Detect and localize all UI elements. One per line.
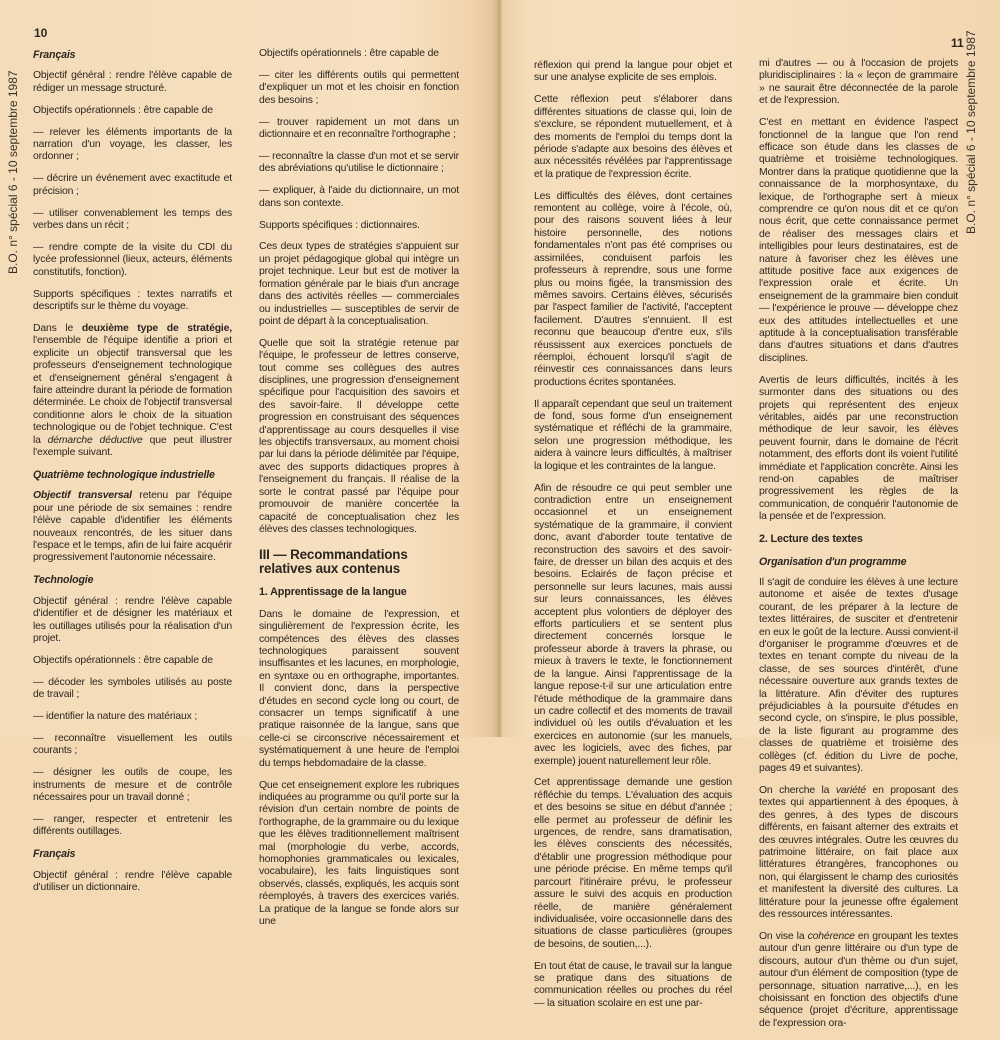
text: Dans le <box>33 323 82 334</box>
book-gutter <box>497 0 502 737</box>
italic-text: cohérence <box>807 930 855 942</box>
paragraph <box>759 931 958 1030</box>
list-item: — rendre compte de la visite du CDI du lycée professionnel (lieux, acteurs, éléments constitutifs, fonction). <box>33 241 232 278</box>
left-column-2 <box>259 48 459 938</box>
right-column-2 <box>759 58 958 1040</box>
left-column-1 <box>33 47 232 904</box>
list-item: — relever les éléments importants de la narration d'un voyage, les classer, les ordonner ; <box>33 126 232 163</box>
paragraph: Supports spécifiques : dictionnaires. <box>259 219 420 231</box>
paragraph: Avertis de leurs difficultés, incités à les surmonter dans des situations ou des projets qui représentent des enjeux véritables, aidés par une reconstruction méthodique de leur savoir, les élèves peuvent fournir, dans le domaine de l'écrit notamment, des efforts dont ils voient l'utilité immédiate et l'application concrète. Ainsi les rend-on capables de maîtriser progressivement les règles de la communication, de conquérir l'autonomie de la pensée et de l'expression. <box>759 374 958 523</box>
paragraph: Il s'agit de conduire les élèves à une lecture autonome et aisée de textes d'usage courant, de les préparer à la lecture de textes littéraires, de susciter et d'entretenir en eux le goût de la lecture. Aussi convient-il d'organiser le programme d'œuvres et de textes en tenant compte du niveau de la classe, de ses sources d'intérêt, d'une nécessaire ouverture aux grands textes de la littérature. Afin d'éviter des ruptures préjudiciables à la poursuite d'études en second cycle, on s'inspire, le plus possible, de la liste figurant au programme des classes de quatrième et troisième des collèges (cf. édition du Livre de poche, pages 49 et suivantes). <box>759 576 958 775</box>
right-page <box>504 0 1000 1029</box>
section-heading: III — Recommandations relatives aux contenus <box>259 547 408 577</box>
side-publication-note: B.O. n° spécial 6 - 10 septembre 1987 <box>6 70 20 274</box>
text: que peut illustrer l'exemple suivant. <box>33 434 232 459</box>
list-item: — décrire un événement avec exactitude et précision ; <box>33 173 232 197</box>
list-item: — identifier la nature des matériaux ; <box>33 711 198 723</box>
paragraph <box>759 785 958 921</box>
paragraph: Afin de résoudre ce qui peut sembler une contradiction entre un enseignement occasionnel et un enseignement systématique de la grammaire, il convient donc, avant d'aborder toute tentative de reconstruction des savoirs et des savoir-faire, de dresser un bilan des acquis et des besoins. Eclairés de façon précise et personnelle sur leurs lacunes, mais aussi sur leurs connaissances, les élèves acceptent plus volontiers de déployer des efforts particuliers et se sentent plus directement concernés lorsque le professeur aborde à travers la phrase, ou mieux à travers le texte, le fonctionnement de la langue. Ainsi l'apprentissage de la langue repose-t-il sur une articulation entre l'étude méthodique de la grammaire dans un cadre collectif et des moments de travail individuel où les outils d'évaluation et les exercices en autonomie (sur les manuels, avec les logiciels, avec des fiches, par exemple) jouent naturellement leur rôle. <box>534 482 732 767</box>
page-number: 10 <box>34 26 48 40</box>
text: en proposant des textes qui appartiennent à des époques, à des genres, à des types de discours différents, en faisant alterner des extraits et des œuvres intégrales. Outre les œuvres du patrimoine littéraire, on fait place aux littératures étrangères, francophones ou non, qui élargissent le champ des curiosités et manifestent la diversité des cultures. La littérature pour la jeunesse offre également des ressources intéressantes. <box>759 784 958 920</box>
text: On cherche la <box>759 784 836 796</box>
paragraph: Objectif général : rendre l'élève capable de rédiger un message structuré. <box>33 70 232 94</box>
paragraph: Supports spécifiques : textes narratifs et descriptifs sur le thème du voyage. <box>33 288 232 313</box>
paragraph <box>33 490 232 564</box>
paragraph: Les difficultés des élèves, dont certaines remontent au collège, voire à l'école, où, pour des raisons souvent liées à leur histoire personnelle, des notions fondamentales n'ont pas été comprises ou assimilées, conduisent parfois les professeurs à reprendre, sous une forme plus ou moins figée, la transmission des mêmes savoirs. Certains élèves, sécurisés par l'aspect familier de l'activité, l'acceptent facilement. D'autres s'ennuient. Il est reconnu que beaucoup d'entre eux, s'ils réussissent aux exercices ponctuels de réemploi, échouent lorsqu'il s'agit de réinvestir ces connaissances dans leurs productions écrites spontanées. <box>534 190 732 388</box>
paragraph: mi d'autres — ou à l'occasion de projets pluridisciplinaires : la « leçon de grammaire » ne saurait être déconnectée de la parole et de l'expression. <box>759 58 958 107</box>
paragraph: Objectifs opérationnels : être capable de <box>259 48 439 59</box>
page-number: 11 <box>951 36 964 50</box>
bold-italic-text: Objectif transversal <box>33 490 132 502</box>
text: en groupant les textes autour d'un genre littéraire ou d'un type de discours, autour d'un thème ou d'un sujet, autour d'un élément de composition (type de personnage, situation narrative,...), en les choisissant en fonction des objectifs d'une séquence (projet d'écriture, apprentissage de l'expression ora- <box>759 930 958 1029</box>
italic-text: démarche déductive <box>47 434 143 446</box>
paragraph: Dans le domaine de l'expression, et singulièrement de l'expression écrite, les compétences des élèves des classes technologiques paraissent souvent insuffisantes et les lacunes, en morphologie, en syntaxe ou en orthographe, importantes. Il convient donc, dans la perspective d'études en second cycle long ou court, de consacrer un temps significatif à une pratique raisonnée de la langue, sans que celle-ci se circonscrive nécessairement et systématiquement à une heure de l'emploi du temps hebdomadaire de la classe. <box>259 608 459 769</box>
text: On vise la <box>759 930 808 942</box>
heading-quatrieme: Quatrième technologique industrielle <box>33 468 215 481</box>
list-item: — reconnaître visuellement les outils courants ; <box>33 732 232 757</box>
paragraph: Cet apprentissage demande une gestion réfléchie du temps. L'évaluation des acquis et des besoins se situe en début d'année ; elle permet au professeur de définir les urgences, de rendre, sans dramatisation, les élèves conscients des nécessités, d'établir une progression méthodique pour une période précise. En même temps qu'il parcourt l'itinéraire prévu, le professeur assure le suivi des acquis en production réelle, de manière généralement individualisée, voire occasionnelle dans des situations de classe particulières (groupes de besoins, de soutien,...). <box>534 777 732 950</box>
heading-technologie: Technologie <box>33 574 94 587</box>
paragraph: Que cet enseignement explore les rubriques indiquées au programme ou qu'il porte sur la révision d'un certain nombre de points de l'orthographe, de la grammaire ou du lexique que les élèves traditionnellement maîtrisent mal (morphologie du verbe, accords, homophonies grammaticales ou lexicales, vocabulaire), les faits linguistiques sont observés, classés, expliqués, les acquis sont réemployés, à travers des exercices variés. La pratique de la langue se fonde alors sur une <box>259 779 460 927</box>
right-column-1 <box>534 60 732 1020</box>
left-page <box>0 0 496 927</box>
heading-francais: Français <box>33 848 76 861</box>
paragraph: Il apparaît cependant que seul un traitement de fond, sous forme d'un enseignement systématique et réfléchi de la grammaire, selon une progression méthodique, les aidera à vaincre leurs difficultés, à maîtriser la logique et les contraintes de la langue. <box>534 398 732 472</box>
italic-text: variété <box>835 784 866 796</box>
subsection-heading: 2. Lecture des textes <box>759 533 863 546</box>
paragraph: Objectifs opérationnels : être capable de <box>33 104 213 116</box>
text: l'ensemble de l'équipe identifie a priori et explicite un objectif transversal que les professeurs d'enseignement technologique et d'enseignement général s'engagent à faire atteindre durant la période de formation déterminée. Le choix de l'objectif transversal conditionne alors le choix de la situation technologique ou de l'objet technique. C'est la <box>33 335 232 446</box>
list-item: — reconnaître la classe d'un mot et se servir des abréviations qu'utilise le dictionnaire ; <box>259 150 459 175</box>
paragraph: Quelle que soit la stratégie retenue par l'équipe, le professeur de lettres conserve, tout comme ses collègues des autres disciplines, une progression d'enseignement spécifique pour l'acquisition des savoirs et des savoir-faire. Il développe cette progression en construisant des séquences d'apprentissage au cours desquelles il vise les objectifs transversaux, au moment choisi par lui dans la période délimitée par l'équipe, avec des supports didactiques propres à l'enseignement du français. Il réalise de la sorte le contrat passé par l'équipe pour promouvoir de manière concertée la capacité de conceptualisation chez les élèves des classes technologiques. <box>259 337 459 535</box>
text: retenu par l'équipe pour une période de six semaines : rendre l'élève capable d'identifier les éléments nouveaux rencontrés, de les situer dans l'espace et le temps, afin de lui faire acquérir progressivement l'autonomie nécessaire. <box>33 490 232 564</box>
list-item: — désigner les outils de coupe, les instruments de mesure et de contrôle nécessaires pour un travail donné ; <box>33 767 232 804</box>
paragraph: Objectif général : rendre l'élève capable d'identifier et de désigner les matériaux et les outillages utilisés pour la réalisation d'un projet. <box>33 595 232 644</box>
list-item: — décoder les symboles utilisés au poste de travail ; <box>33 676 232 701</box>
paragraph: Objectif général : rendre l'élève capable d'utiliser un dictionnaire. <box>33 869 232 894</box>
list-item: — utiliser convenablement les temps des verbes dans un récit ; <box>33 207 232 232</box>
side-publication-note: B.O. n° spécial 6 - 10 septembre 1987 <box>964 30 978 234</box>
subsection-heading: 1. Apprentissage de la langue <box>259 586 407 599</box>
heading-francais: Français <box>33 49 76 61</box>
heading-organisation: Organisation d'un programme <box>759 555 907 568</box>
list-item: — trouver rapidement un mot dans un dictionnaire et en reconnaître l'orthographe ; <box>259 116 459 141</box>
paragraph: C'est en mettant en évidence l'aspect fonctionnel de la langue que l'on rend efficace son étude dans les classes de quatrième et troisième technologiques. Montrer dans la pratique quotidienne que la connaissance de la morphosyntaxe, du lexique, de l'orthographe sert à mieux comprendre ce qu'on nous dit et ce qu'on nous écrit, que cette connaissance permet de réaliser des messages clairs et intelligibles pour leurs destinataires, est de nature à favoriser chez les élèves une attitude positive face aux exigences de l'expression orale et écrite. Un enseignement de la grammaire bien conduit — l'expérience le prouve — développe chez eux des attitudes intellectuelles et une aptitude à la conceptualisation transférable dans d'autres situations et dans d'autres disciplines. <box>759 117 958 364</box>
paragraph: Cette réflexion peut s'élaborer dans différentes situations de classe qui, loin de s'exclure, se répondent mutuellement, et à des moments de l'emploi du temps dont la période s'adapte aux besoins des élèves et aux nécessités révélées par l'apprentissage et la pratique de l'expression écrite. <box>534 94 732 180</box>
paragraph: Ces deux types de stratégies s'appuient sur un projet pédagogique global qui intègre un projet technique. Leur but est de motiver la formation générale par le biais d'un ancrage dans des activités réelles — commerciales ou industrielles — susceptibles de servir de point de départ à la conceptualisation. <box>259 241 459 327</box>
paragraph <box>33 323 232 459</box>
list-item: — citer les différents outils qui permettent d'expliquer un mot et les choisir en fonction des besoins ; <box>259 69 459 106</box>
paragraph: En tout état de cause, le travail sur la langue se pratique dans des situations de communication réelles ou proches du réel — la situation scolaire en est une par- <box>534 960 733 1009</box>
bold-text: deuxième type de stratégie, <box>81 323 232 334</box>
paragraph: Objectifs opérationnels : être capable de <box>33 654 213 666</box>
paragraph: réflexion qui prend la langue pour objet et sur une analyse explicite de ses emplois. <box>534 60 732 84</box>
list-item: — expliquer, à l'aide du dictionnaire, un mot dans son contexte. <box>259 185 459 209</box>
list-item: — ranger, respecter et entretenir les différents outillages. <box>33 814 232 838</box>
